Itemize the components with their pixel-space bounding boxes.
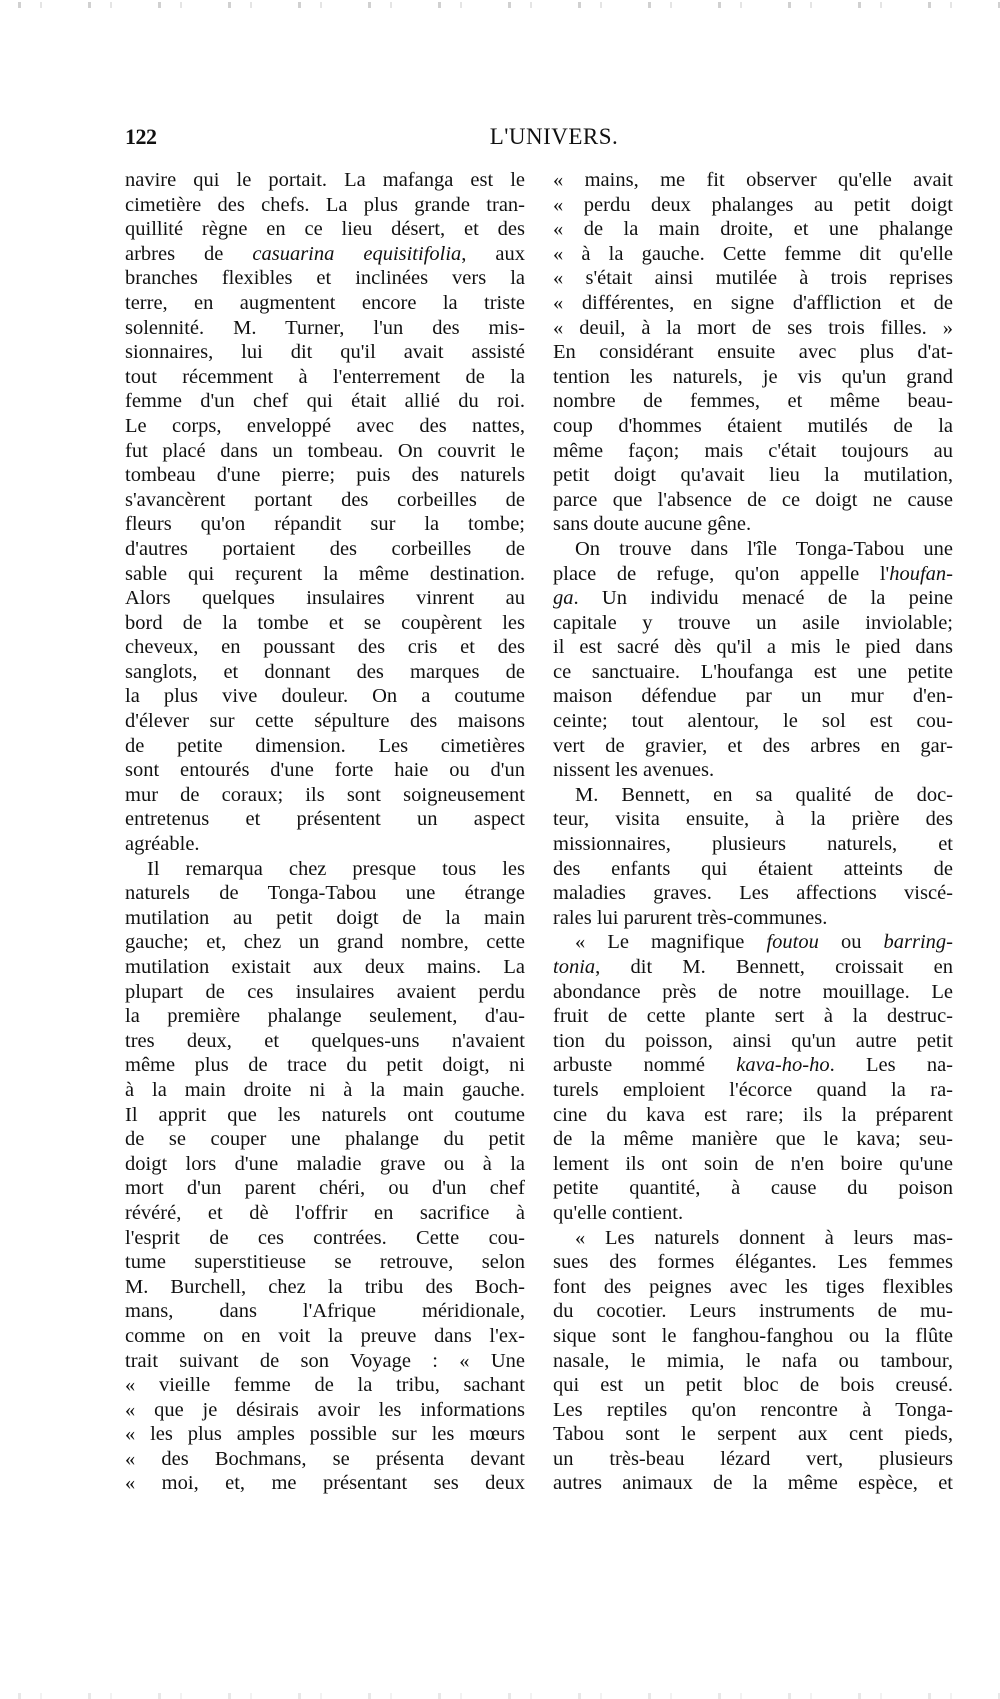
text-run: capitale y trouve un asile inviolable;	[553, 611, 953, 634]
text-run: Il apprit que les naturels ont coutume	[125, 1103, 525, 1126]
text-line	[125, 389, 525, 414]
text-run: quillité règne en ce lieu désert, et des	[125, 218, 525, 241]
text-run: sique sont le fanghou-fanghou ou la flûte	[553, 1324, 953, 1347]
text-line	[125, 734, 525, 759]
text-line	[125, 1373, 525, 1398]
text-run: plupart de ces insulaires avaient perdu	[125, 980, 525, 1003]
text-line	[553, 783, 953, 808]
text-line	[553, 930, 953, 955]
text-run: maladies graves. Les affections viscé-	[553, 882, 953, 905]
text-line	[125, 1029, 525, 1054]
text-line	[553, 463, 953, 488]
text-line	[125, 537, 525, 562]
text-column-left	[125, 168, 525, 1496]
text-run: missionnaires, plusieurs naturels, et	[553, 833, 953, 856]
text-line	[553, 217, 953, 242]
text-line	[553, 537, 953, 562]
text-line	[553, 1250, 953, 1275]
text-run: tion du poisson, ainsi qu'un autre petit	[553, 1029, 953, 1052]
text-run: lement ils ont soin de n'en boire qu'une	[553, 1152, 953, 1175]
text-run: il est sacré dès qu'il a mis le pied dans	[553, 636, 953, 659]
text-run: « Les naturels donnent à leurs mas-	[575, 1226, 953, 1249]
text-line	[125, 586, 525, 611]
text-line	[125, 807, 525, 832]
text-run: « différentes, en signe d'affliction et de	[553, 291, 953, 314]
text-run: mutilation au petit doigt de la main	[125, 906, 525, 929]
text-line	[125, 340, 525, 365]
text-run: arbres de	[125, 242, 253, 265]
text-run: sues des formes élégantes. Les femmes	[553, 1251, 953, 1274]
text-run: de se couper une phalange du petit	[125, 1128, 525, 1151]
text-line	[125, 1447, 525, 1472]
text-run: « mains, me fit observer qu'elle avait	[553, 169, 953, 191]
text-line	[553, 1398, 953, 1423]
text-line	[125, 488, 525, 513]
text-run: de petite dimension. Les cimetières	[125, 734, 525, 757]
italic-term: houfan-	[889, 562, 953, 585]
text-run: turels emploient l'écorce quand la ra-	[553, 1078, 953, 1101]
text-run: On trouve dans l'île Tonga-Tabou une	[575, 537, 953, 560]
text-run: l'esprit de ces contrées. Cette cou-	[125, 1226, 525, 1249]
text-run: qui est un petit bloc de bois creusé.	[553, 1374, 953, 1397]
text-line	[553, 1053, 953, 1078]
text-run: navire qui le portait. La mafanga est le	[125, 169, 525, 191]
text-line	[125, 1103, 525, 1128]
text-run: mur de coraux; ils sont soigneusement	[125, 783, 525, 806]
text-line	[125, 1053, 525, 1078]
text-run: sable qui reçurent la même destination.	[125, 562, 525, 585]
text-run: tombeau d'une pierre; puis des naturels	[125, 464, 525, 487]
text-run: naturels de Tonga-Tabou une étrange	[125, 882, 525, 905]
text-run: même façon; mais c'était toujours au	[553, 439, 953, 462]
running-title: L'UNIVERS.	[489, 124, 619, 149]
text-line	[553, 857, 953, 882]
text-line	[553, 1275, 953, 1300]
text-line	[553, 684, 953, 709]
text-run: M. Burchell, chez la tribu des Boch-	[125, 1275, 525, 1298]
text-line	[125, 217, 525, 242]
text-line	[125, 660, 525, 685]
text-run: maison défendue par un mur d'en-	[553, 685, 953, 708]
text-run: agréable.	[125, 833, 200, 856]
text-run: font des peignes avec les tiges flexibles	[553, 1275, 953, 1298]
text-run: d'autres portaient des corbeilles de	[125, 537, 525, 560]
text-line	[553, 488, 953, 513]
text-line	[553, 1176, 953, 1201]
text-line	[553, 955, 953, 980]
text-run: cimetière des chefs. La plus grande tran-	[125, 193, 525, 216]
text-run: ou	[818, 931, 884, 954]
text-line	[125, 1398, 525, 1423]
text-line	[553, 414, 953, 439]
text-line	[553, 1447, 953, 1472]
text-line	[553, 1471, 953, 1496]
text-line	[553, 168, 953, 193]
text-run: tume superstitieuse se retrouve, selon	[125, 1251, 525, 1274]
text-line	[125, 512, 525, 537]
text-run: gauche; et, chez un grand nombre, cette	[125, 931, 525, 954]
text-run: entretenus et présentent un aspect	[125, 808, 525, 831]
text-line	[125, 562, 525, 587]
text-run: , aux	[461, 242, 525, 265]
text-run: nasale, le mimia, le nafa ou tambour,	[553, 1349, 953, 1372]
text-line	[125, 414, 525, 439]
text-line	[125, 1127, 525, 1152]
text-run: Le corps, enveloppé avec des nattes,	[125, 414, 525, 437]
text-run: cheveux, en poussant des cris et des	[125, 636, 525, 659]
text-line	[553, 1004, 953, 1029]
text-run: Alors quelques insulaires vinrent au	[125, 587, 525, 610]
text-run: la première phalange seulement, d'au-	[125, 1005, 525, 1028]
page-number: 122	[125, 124, 157, 149]
text-run: M. Bennett, en sa qualité de doc-	[575, 783, 953, 806]
text-run: ce sanctuaire. L'houfanga est une petite	[553, 660, 953, 683]
text-run: tention les naturels, je vis qu'un grand	[553, 365, 953, 388]
text-run: « s'était ainsi mutilée à trois reprises	[553, 267, 953, 290]
text-line	[125, 1349, 525, 1374]
text-run: abondance près de notre mouillage. Le	[553, 980, 953, 1003]
text-run: ceinte; tout alentour, le sol est cou-	[553, 710, 953, 733]
text-run: à la main droite ni à la main gauche.	[125, 1078, 525, 1101]
text-line	[553, 1029, 953, 1054]
text-line	[125, 1176, 525, 1201]
text-line	[553, 1226, 953, 1251]
italic-term: tonia	[553, 956, 596, 978]
text-run: la plus vive douleur. On a coutume	[125, 685, 525, 708]
text-run: « moi, et, me présentant ses deux	[125, 1472, 525, 1495]
text-line	[553, 709, 953, 734]
text-run: sans doute aucune gêne.	[553, 513, 752, 536]
italic-term: barring-	[883, 931, 954, 954]
text-line	[553, 807, 953, 832]
italic-term: casuarina equisitifolia	[252, 242, 462, 265]
text-line	[125, 980, 525, 1005]
text-line	[125, 930, 525, 955]
text-run: qu'elle contient.	[553, 1201, 684, 1224]
scan-artifact-bottom	[0, 1693, 1000, 1699]
text-line	[553, 1201, 953, 1226]
text-line	[553, 1152, 953, 1177]
italic-term: kava-ho-ho	[736, 1054, 830, 1077]
text-run: place de refuge, qu'on appelle l'	[553, 562, 890, 585]
text-line	[553, 1373, 953, 1398]
text-line	[553, 340, 953, 365]
text-line	[553, 1127, 953, 1152]
text-line	[553, 266, 953, 291]
text-line	[553, 758, 953, 783]
text-line	[553, 906, 953, 931]
text-run: Les reptiles qu'on rencontre à Tonga-	[553, 1398, 953, 1421]
text-run: doigt lors d'une maladie grave ou à la	[125, 1152, 525, 1175]
text-run: . Les na-	[829, 1054, 953, 1077]
text-run: , dit M. Bennett, croissait en	[595, 956, 953, 978]
text-line	[125, 1152, 525, 1177]
text-line	[125, 1324, 525, 1349]
text-line	[553, 1422, 953, 1447]
text-line	[553, 734, 953, 759]
text-run: . Un individu menacé de la peine	[573, 587, 953, 610]
text-line	[553, 389, 953, 414]
text-run: parce que l'absence de ce doigt ne cause	[553, 488, 953, 511]
text-run: sionnaires, lui dit qu'il avait assisté	[125, 341, 525, 364]
text-run: « des Bochmans, se présenta devant	[125, 1447, 525, 1470]
text-run: sanglots, et donnant des marques de	[125, 660, 525, 683]
text-run: mutilation existait aux deux mains. La	[125, 956, 525, 978]
text-run: vert de gravier, et des arbres en gar-	[553, 734, 953, 757]
text-line	[125, 684, 525, 709]
text-run: révéré, et dè l'offrir en sacrifice à	[125, 1201, 525, 1224]
text-line	[125, 463, 525, 488]
text-line	[125, 857, 525, 882]
text-run: nissent les avenues.	[553, 759, 715, 782]
text-run: bord de la tombe et se coupèrent les	[125, 611, 525, 634]
text-run: trait suivant de son Voyage : « Une	[125, 1349, 525, 1372]
text-line	[553, 1349, 953, 1374]
text-line	[553, 1324, 953, 1349]
running-header	[125, 124, 953, 154]
text-line	[125, 193, 525, 218]
text-line	[125, 266, 525, 291]
text-run: sont entourés d'une forte haie ou d'un	[125, 759, 525, 782]
text-run: s'avancèrent portant des corbeilles de	[125, 488, 525, 511]
text-run: petite quantité, à cause du poison	[553, 1177, 953, 1200]
text-run: « vieille femme de la tribu, sachant	[125, 1374, 525, 1397]
text-run: tout récemment à l'enterrement de la	[125, 365, 525, 388]
text-line	[125, 1422, 525, 1447]
text-run: Il remarqua chez presque tous les	[147, 857, 525, 880]
text-line	[553, 635, 953, 660]
text-line	[553, 242, 953, 267]
text-line	[125, 955, 525, 980]
text-line	[125, 1078, 525, 1103]
text-line	[125, 1201, 525, 1226]
italic-term: ga	[553, 587, 574, 610]
text-run: « de la main droite, et une phalange	[553, 218, 953, 241]
text-run: de la même manière que le kava; seu-	[553, 1128, 953, 1151]
text-line	[125, 291, 525, 316]
text-run: fleurs qu'on répandit sur la tombe;	[125, 513, 525, 536]
text-line	[125, 881, 525, 906]
text-run: mort d'un parent chéri, ou d'un chef	[125, 1177, 525, 1200]
text-run: comme on en voit la preuve dans l'ex-	[125, 1324, 525, 1347]
text-line	[553, 881, 953, 906]
text-run: Tabou sont le serpent aux cent pieds,	[553, 1423, 953, 1446]
text-line	[553, 832, 953, 857]
text-run: cine du kava est rare; ils la préparent	[553, 1103, 953, 1126]
text-run: solennité. M. Turner, l'un des mis-	[125, 316, 525, 339]
text-line	[553, 1299, 953, 1324]
text-run: fut placé dans un tombeau. On couvrit le	[125, 439, 525, 462]
italic-term: foutou	[766, 931, 819, 954]
text-run: un très-beau lézard vert, plusieurs	[553, 1447, 953, 1470]
text-column-right	[553, 168, 953, 1496]
text-run: branches flexibles et inclinées vers la	[125, 267, 525, 290]
text-line	[553, 1103, 953, 1128]
text-run: En considérant ensuite avec plus d'at-	[553, 341, 953, 364]
text-line	[125, 611, 525, 636]
text-run: même plus de trace du petit doigt, ni	[125, 1054, 525, 1077]
text-line	[125, 709, 525, 734]
text-run: autres animaux de la même espèce, et	[553, 1472, 953, 1495]
text-line	[553, 291, 953, 316]
text-run: arbuste nommé	[553, 1054, 737, 1077]
text-line	[553, 193, 953, 218]
text-run: coup d'hommes étaient mutilés de la	[553, 414, 953, 437]
text-run: petit doigt qu'avait lieu la mutilation,	[553, 464, 953, 487]
text-run: « perdu deux phalanges au petit doigt	[553, 193, 953, 216]
text-run: tres deux, et quelques-uns n'avaient	[125, 1029, 525, 1052]
text-run: du cocotier. Leurs instruments de mu-	[553, 1300, 953, 1323]
text-line	[553, 365, 953, 390]
text-line	[553, 562, 953, 587]
text-line	[553, 980, 953, 1005]
text-run: mans, dans l'Afrique méridionale,	[125, 1300, 525, 1323]
text-line	[125, 168, 525, 193]
text-line	[125, 906, 525, 931]
text-line	[125, 1226, 525, 1251]
text-run: rales lui parurent très-communes.	[553, 906, 828, 929]
text-line	[553, 660, 953, 685]
text-line	[125, 832, 525, 857]
text-run: « à la gauche. Cette femme dit qu'elle	[553, 242, 953, 265]
text-line	[125, 635, 525, 660]
scan-artifact-top	[0, 2, 1000, 8]
text-line	[125, 242, 525, 267]
text-run: d'élever sur cette sépulture des maisons	[125, 710, 525, 733]
text-run: terre, en augmentent encore la triste	[125, 291, 525, 314]
text-run: teur, visita ensuite, à la prière des	[553, 808, 953, 831]
text-run: des enfants qui étaient atteints de	[553, 857, 953, 880]
text-line	[553, 611, 953, 636]
text-line	[553, 439, 953, 464]
text-line	[125, 316, 525, 341]
text-line	[553, 512, 953, 537]
text-run: femme d'un chef qui était allié du roi.	[125, 390, 525, 413]
text-line	[553, 316, 953, 341]
text-line	[125, 1275, 525, 1300]
text-run: « Le magnifique	[575, 931, 767, 954]
text-line	[125, 439, 525, 464]
text-run: « les plus amples possible sur les mœurs	[125, 1423, 525, 1446]
text-line	[125, 783, 525, 808]
text-line	[553, 1078, 953, 1103]
text-line	[125, 1250, 525, 1275]
text-line	[553, 586, 953, 611]
text-line	[125, 1299, 525, 1324]
text-line	[125, 1471, 525, 1496]
text-line	[125, 758, 525, 783]
text-run: « que je désirais avoir les informations	[125, 1398, 525, 1421]
text-line	[125, 365, 525, 390]
text-run: fruit de cette plante sert à la destruc-	[553, 1005, 953, 1028]
text-run: « deuil, à la mort de ses trois filles. »	[553, 316, 953, 339]
text-run: nombre de femmes, et même beau-	[553, 390, 953, 413]
text-line	[125, 1004, 525, 1029]
